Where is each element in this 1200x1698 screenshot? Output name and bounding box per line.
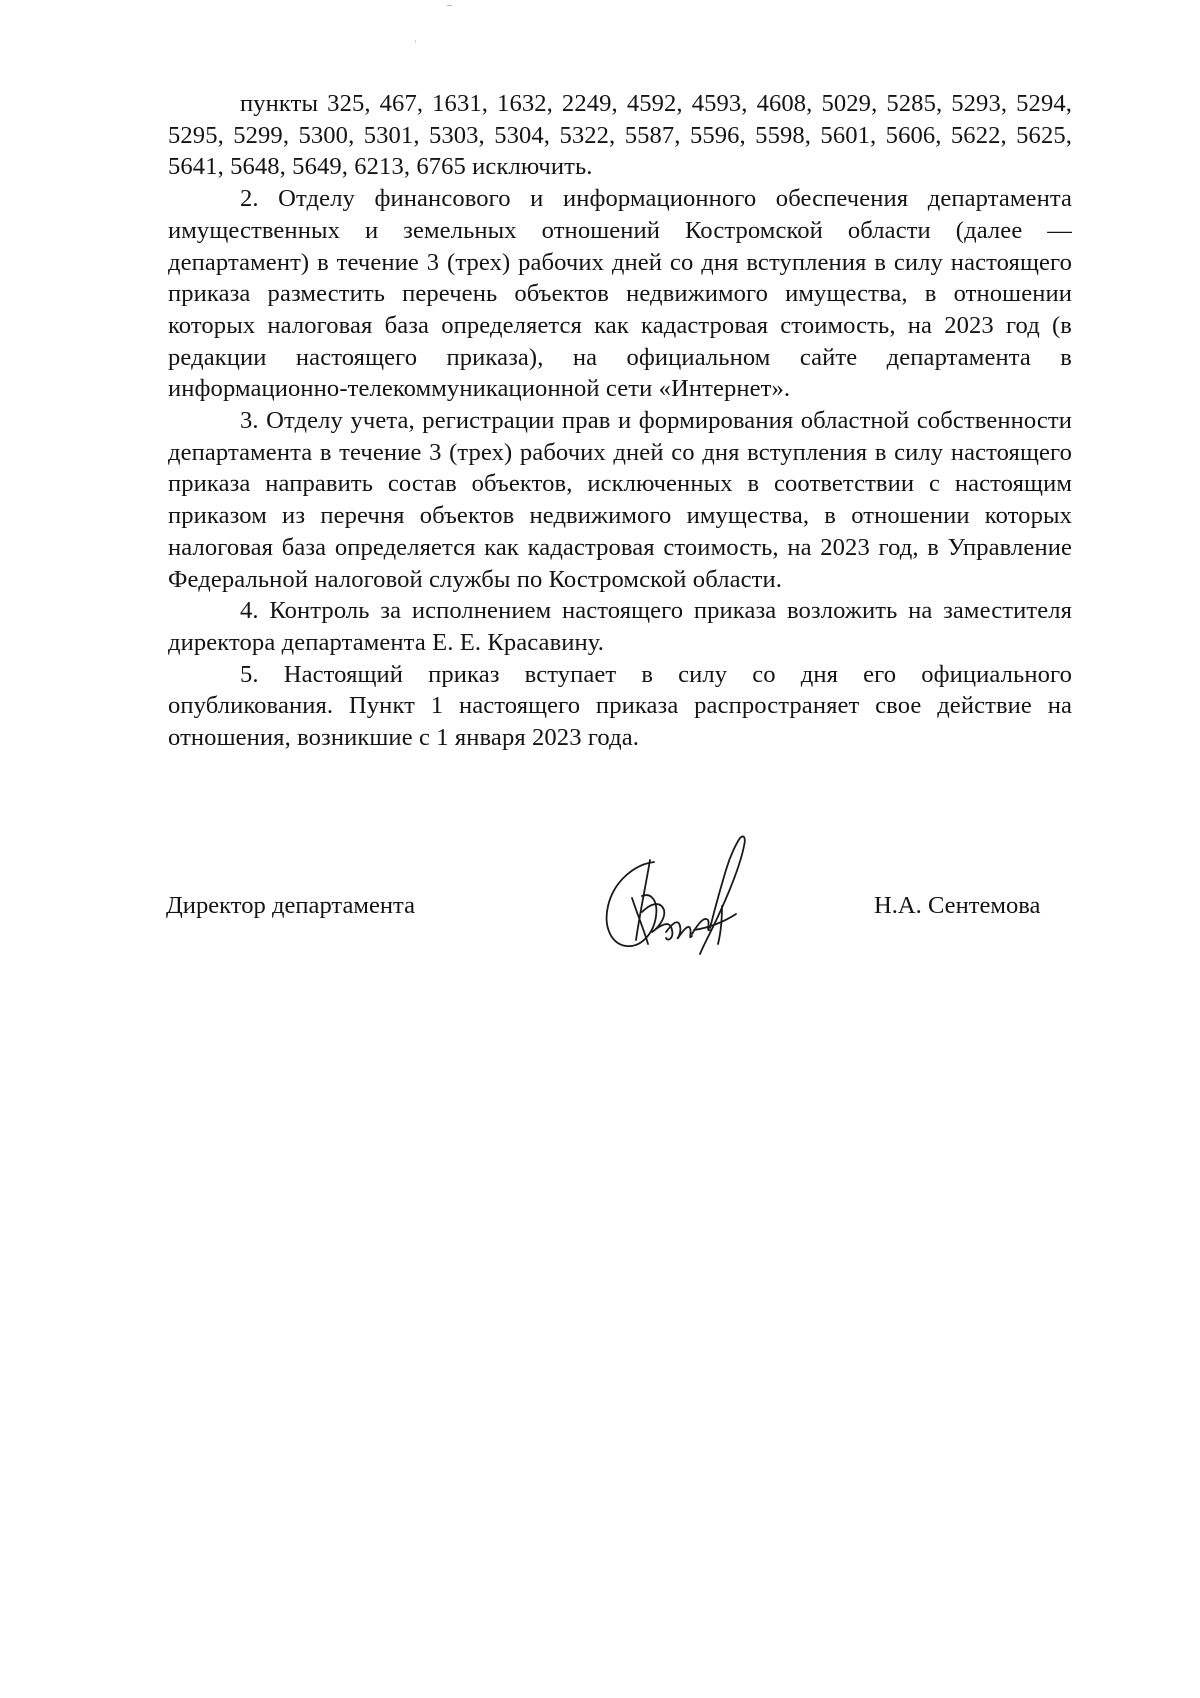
document-body <box>168 88 1072 754</box>
paragraph-5: 5. Настоящий приказ вступает в силу со дня его официального опубликования. Пункт 1 настоящего приказа распространяет свое действие на отношения, возникшие с 1 января 2023 года. <box>168 660 1072 752</box>
signatory-position: Директор департамента <box>166 892 415 919</box>
paragraph-1-continuation: пункты 325, 467, 1631, 1632, 2249, 4592, 4593, 4608, 5029, 5285, 5293, 5294, 5295, 5299, 5300, 5301, 5303, 5304, 5322, 5587, 5596, 5598, 5601, 5606, 5622, 5625, 5641, 5648, 5649, 6213, 6765 исключить. <box>168 90 1072 181</box>
paragraph-3: 3. Отделу учета, регистрации прав и формирования областной собственности департамента в течение 3 (трех) рабочих дней со дня вступления в силу настоящего приказа направить состав объектов, исключенных в соответствии с настоящим приказом из перечня объектов недвижимого имущества, в отношении которых налоговая база определяется как кадастровая стоимость, на 2023 год, в Управление Федеральной налоговой службы по Костромской области. <box>168 407 1072 593</box>
scan-artifact <box>447 5 452 6</box>
signatory-name: Н.А. Сентемова <box>874 892 1041 919</box>
paragraph-4: 4. Контроль за исполнением настоящего приказа возложить на заместителя директора департамента Е. Е. Красавину. <box>168 597 1072 656</box>
handwritten-signature <box>596 820 776 972</box>
paragraph-2: 2. Отделу финансового и информационного обеспечения департамента имущественных и земельных отношений Костромской области (далее — департамент) в течение 3 (трех) рабочих дней со дня вступления в силу настоящего приказа разместить перечень объектов недвижимого имущества, в отношении которых налоговая база определяется как кадастровая стоимость, на 2023 год (в редакции настоящего приказа), на официальном сайте департамента в информационно-телекоммуникационной сети «Интернет». <box>168 185 1072 403</box>
scan-artifact <box>415 40 416 43</box>
